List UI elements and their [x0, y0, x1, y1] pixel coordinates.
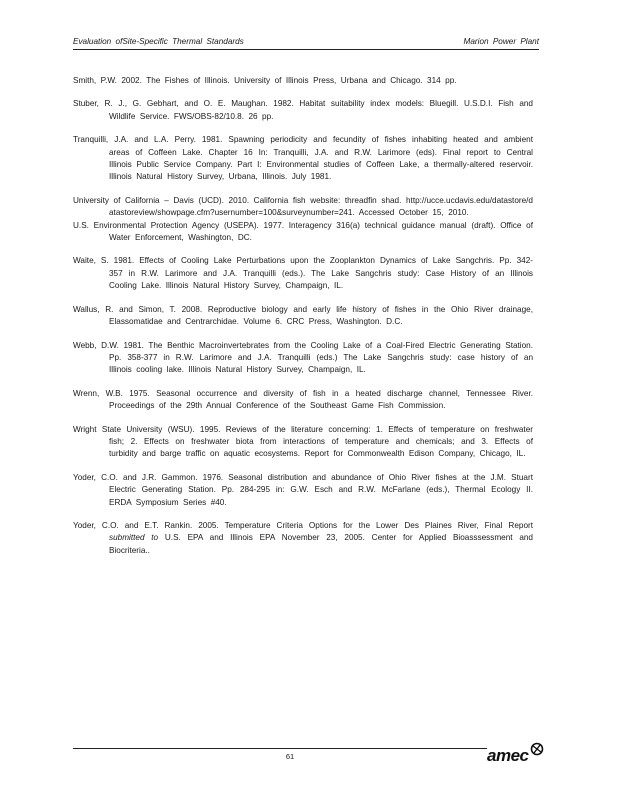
logo-wordmark: amec — [487, 746, 529, 765]
reference-entry-smith: Smith, P.W. 2002. The Fishes of Illinois. University of Illinois Press, Urbana and Chicago. 314 pp. — [73, 76, 457, 85]
reference-entry-stuber: Stuber, R. J., G. Gebhart, and O. E. Maughan. 1982. Habitat suitability index models: Bluegill. U.S.D.I. Fish and Wildlife Service. FWS/OBS-82/10.8. 26 pp. — [73, 99, 533, 121]
reference-text-part: Yoder, C.O. and E.T. Rankin. 2005. Temperature Criteria Options for the Lower Des Plaines River, Final Report — [73, 520, 533, 530]
reference-entry-wsu: Wright State University (WSU). 1995. Reviews of the literature concerning: 1. Effects of temperature on freshwater fish; 2. Effects on freshwater biota from interactions of temperature and chemicals; and 3. Effects of turbidity and barge traffic on aquatic ecosystems. Report for Commonwealth Edison Company, Chicago, IL. — [73, 424, 533, 459]
reference-entry-usepa: U.S. Environmental Protection Agency (USEPA). 1977. Interagency 316(a) technical guidance manual (draft). Office of Water Enforcement, Washington, DC. — [73, 220, 533, 243]
reference-entry-waite: Waite, S. 1981. Effects of Cooling Lake Perturbations upon the Zooplankton Dynamics of Lake Sangchris. Pp. 342-357 in R.W. Larimore and J.A. Tranquilli (eds.). The Lake Sangchris study: Case History of an Illinois Cooling Lake. Illinois Natural History Survey, Champaign, IL. — [73, 256, 533, 291]
reference-entry-wrenn: Wrenn, W.B. 1975. Seasonal occurrence and diversity of fish in a heated discharge channel, Tennessee River. Proceedings of the 29th Annual Conference of the Southeast Game Fish Commission. — [73, 388, 533, 411]
logo-globe-icon — [530, 742, 544, 756]
header-document-title: Evaluation ofSite-Specific Thermal Standards — [73, 37, 244, 46]
reference-entry-yoder-gammon: Yoder, C.O. and J.R. Gammon. 1976. Seasonal distribution and abundance of Ohio River fishes at the J.M. Stuart Electric Generating Station. Pp. 284-295 in: G.W. Esch and R.W. McFarlane (eds.), Thermal Ecology II. ERDA Symposium Series #40. — [73, 472, 533, 507]
reference-text-part: U.S. EPA and Illinois EPA November 23, 2005. Center for Applied Bioasssessment and Biocriteria.. — [109, 533, 533, 555]
reference-entry-yoder-rankin — [73, 520, 533, 557]
running-header — [73, 37, 539, 49]
page-number: 61 — [285, 752, 295, 761]
reference-entry-webb: Webb, D.W. 1981. The Benthic Macroinvertebrates from the Cooling Lake of a Coal-Fired Electric Generating Station. Pp. 358-377 in R.W. Larimore and J.A. Tranquilli (eds.) The Lake Sangchris study: case history of an Illinois cooling lake. Illinois Natural History Survey, Champaign, IL. — [73, 340, 533, 375]
header-project-name: Marion Power Plant — [463, 37, 539, 46]
reference-entry-wallus: Wallus, R. and Simon, T. 2008. Reproductive biology and early life history of fishes in the Ohio River drainage, Elassomatidae and Centrarchidae. Volume 6. CRC Press, Washington. D.C. — [73, 304, 533, 327]
header-rule — [73, 49, 539, 50]
company-logo — [487, 740, 547, 770]
footer-rule — [73, 748, 487, 749]
reference-entry-tranquilli: Tranquilli, J.A. and L.A. Perry. 1981. Spawning periodicity and fecundity of fishes inhabiting heated and ambient areas of Coffeen Lake. Chapter 16 In: Tranquilli, J.A. and R.W. Larimore (eds). Final report to Central Illinois Public Service Company. Part I: Environmental studies of Coffeen Lake, a thermally-altered reservoir. Illinois Natural History Survey, Urbana, Illinois. July 1981. — [73, 135, 533, 182]
reference-entry-ucd: University of California – Davis (UCD). 2010. California fish website: threadfin shad. http://ucce.ucdavis.edu/datastore/datastoreview/showpage.cfm?usernumber=100&surveynumber=241. Accessed October 15, 2010. — [73, 195, 533, 218]
reference-list — [73, 75, 533, 557]
reference-italic-part: submitted to — [109, 533, 159, 543]
